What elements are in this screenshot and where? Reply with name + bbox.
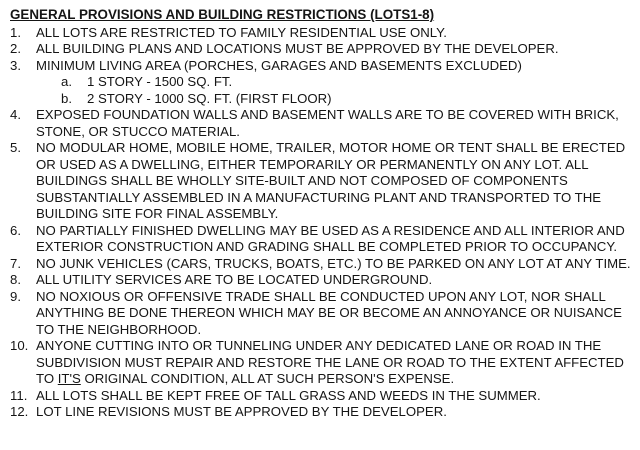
item-text <box>36 338 634 388</box>
item-number: 4. <box>10 107 21 122</box>
list-item <box>10 140 634 223</box>
item-text: ALL LOTS ARE RESTRICTED TO FAMILY RESIDENTIAL USE ONLY. <box>36 24 447 40</box>
item-number: 8. <box>10 272 21 287</box>
item-number: 1. <box>10 24 21 40</box>
item-text: NO JUNK VEHICLES (CARS, TRUCKS, BOATS, ETC.) TO BE PARKED ON ANY LOT AT ANY TIME. <box>36 255 631 271</box>
document-title: GENERAL PROVISIONS AND BUILDING RESTRICTIONS (LOTS1-8) <box>10 7 435 22</box>
item-text: NO NOXIOUS OR OFFENSIVE TRADE SHALL BE CONDUCTED UPON ANY LOT, NOR SHALL ANYTHING BE DONE THEREON WHICH MAY BE OR BECOME AN ANNOYANCE OR NUISANCE TO THE NEIGHBORHOOD. <box>36 288 622 337</box>
list-item <box>10 338 634 388</box>
list-item <box>10 404 634 421</box>
list-item <box>10 223 634 256</box>
subitem-letter: b. <box>61 90 72 106</box>
sub-list-item <box>10 74 634 91</box>
list-item <box>10 388 634 405</box>
list-item <box>10 41 634 58</box>
underlined-word: IT'S <box>57 371 81 386</box>
list-item <box>10 107 634 140</box>
subitem-text: 2 STORY - 1000 SQ. FT. (FIRST FLOOR) <box>87 90 332 106</box>
sub-list-item <box>10 91 634 108</box>
item-text: LOT LINE REVISIONS MUST BE APPROVED BY THE DEVELOPER. <box>36 404 447 419</box>
item-text: NO MODULAR HOME, MOBILE HOME, TRAILER, MOTOR HOME OR TENT SHALL BE ERECTED OR USED AS A DWELLING, EITHER TEMPORARILY OR PERMANENTLY ON ANY LOT. ALL BUILDINGS SHALL BE WHOLLY SITE-BUILT AND NOT COMPOSED OF COMPONENTS SUBSTANTIALLY ASSEMBLED IN A MANUFACTURING PLANT AND TRANSPORTED TO THE BUILDING SITE FOR FINAL ASSEMBLY. <box>36 140 626 221</box>
subitem-text: 1 STORY - 1500 SQ. FT. <box>87 74 233 89</box>
list-item <box>10 58 634 75</box>
item-text: EXPOSED FOUNDATION WALLS AND BASEMENT WALLS ARE TO BE COVERED WITH BRICK, STONE, OR STUCCO MATERIAL. <box>36 107 619 139</box>
subitem-letter: a. <box>61 74 72 89</box>
list-item <box>10 256 634 273</box>
item-number: 12. <box>10 404 29 419</box>
item-number: 5. <box>10 140 21 155</box>
list-item <box>10 289 634 339</box>
item-text: ALL UTILITY SERVICES ARE TO BE LOCATED UNDERGROUND. <box>36 272 433 287</box>
item-text: MINIMUM LIVING AREA (PORCHES, GARAGES AND BASEMENTS EXCLUDED) <box>36 57 522 73</box>
item-text: ALL LOTS SHALL BE KEPT FREE OF TALL GRASS AND WEEDS IN THE SUMMER. <box>36 387 541 403</box>
item-text: ALL BUILDING PLANS AND LOCATIONS MUST BE APPROVED BY THE DEVELOPER. <box>36 41 559 56</box>
list-item <box>10 272 634 289</box>
item-number: 9. <box>10 288 21 304</box>
list-item <box>10 25 634 42</box>
item-text: NO PARTIALLY FINISHED DWELLING MAY BE USED AS A RESIDENCE AND ALL INTERIOR AND EXTERIOR CONSTRUCTION AND GRADING SHALL BE COMPLETED PRIOR TO OCCUPANCY. <box>36 222 625 254</box>
item-text-part: ANYONE CUTTING INTO OR TUNNELING UNDER ANY DEDICATED LANE OR ROAD IN THE SUBDIVISION MUST REPAIR AND RESTORE THE LANE OR ROAD TO THE EXTENT AFFECTED TO <box>36 338 624 386</box>
item-text-part: ORIGINAL CONDITION, ALL AT SUCH PERSON'S EXPENSE. <box>84 371 455 386</box>
item-number: 3. <box>10 57 21 73</box>
restrictions-document <box>10 7 634 421</box>
item-number: 7. <box>10 255 21 271</box>
item-number: 10. <box>10 338 29 353</box>
item-number: 2. <box>10 41 21 56</box>
item-number: 6. <box>10 222 21 238</box>
item-number: 11. <box>10 387 28 403</box>
